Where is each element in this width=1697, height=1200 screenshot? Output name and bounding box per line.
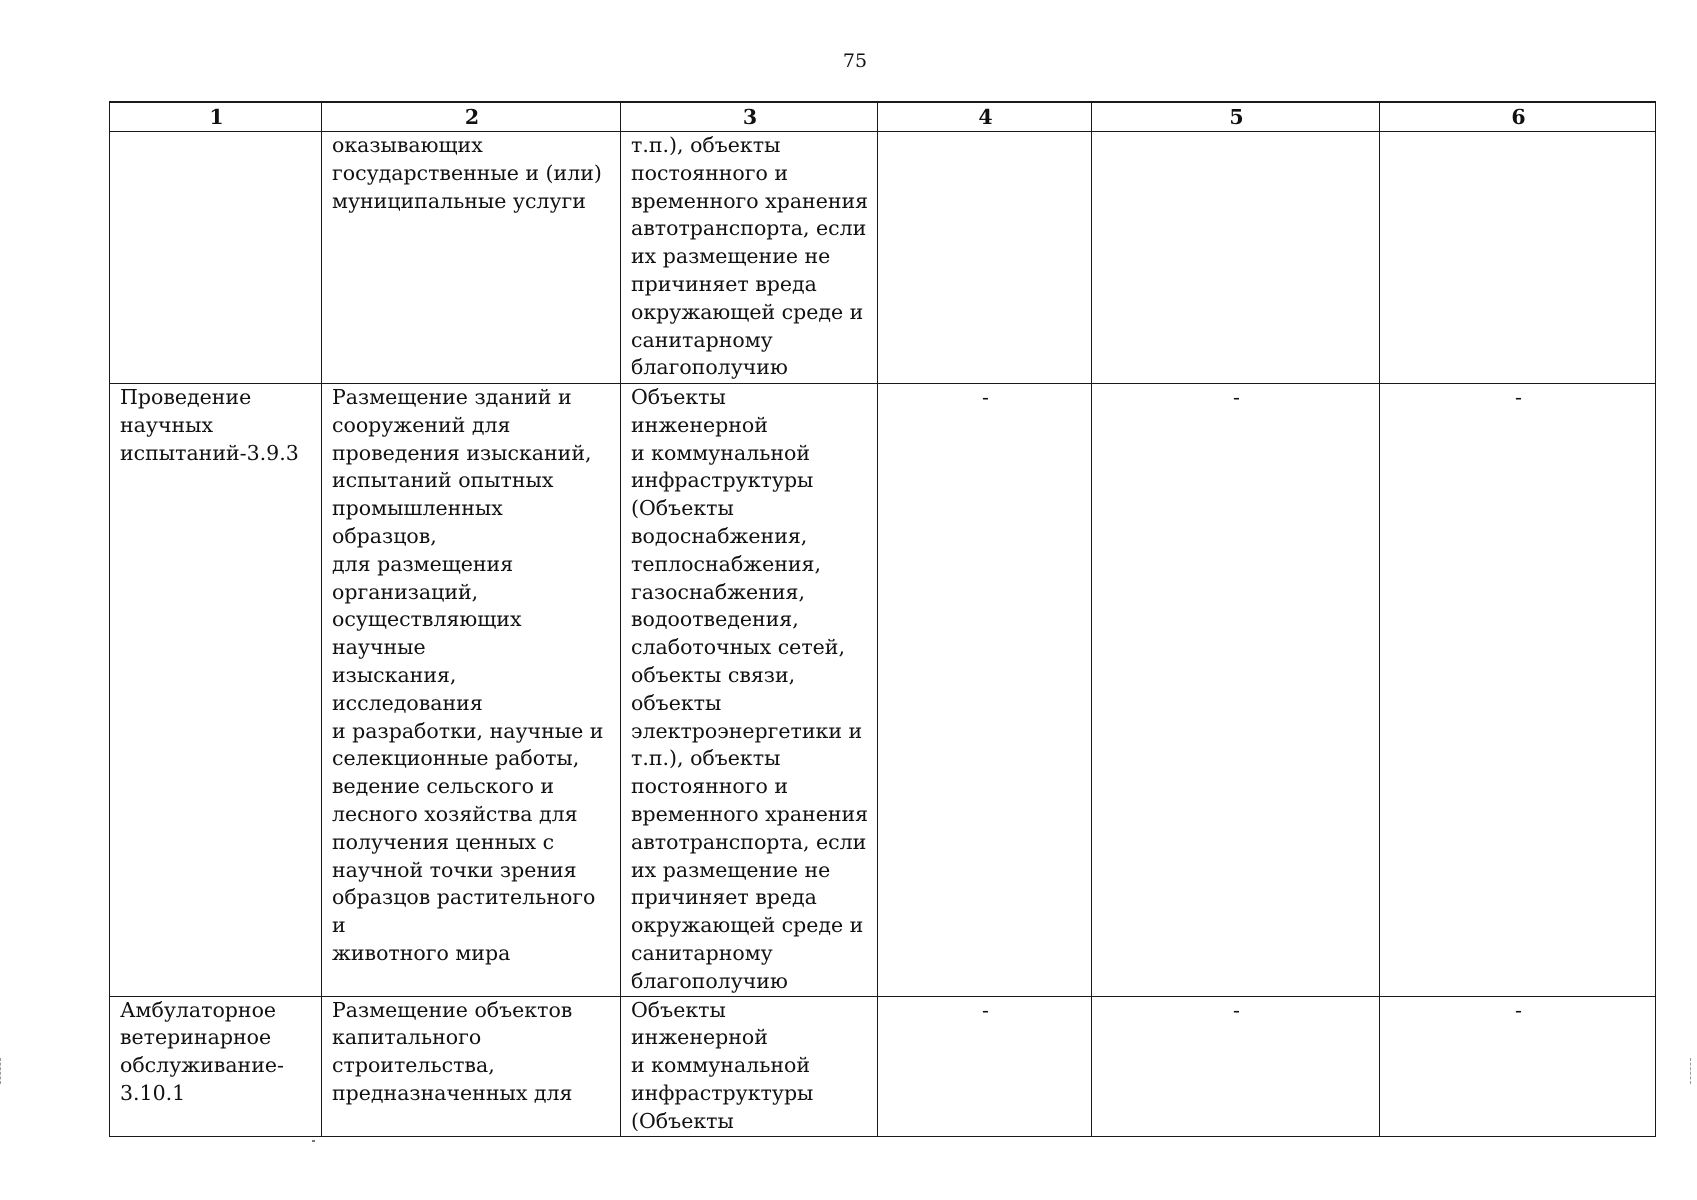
table-cell [322,996,621,1136]
table-cell [110,132,322,384]
table-cell [1380,132,1656,384]
table-cell [878,132,1092,384]
table-cell [322,132,621,384]
table-cell [878,996,1092,1136]
cell-text: - [1233,385,1240,409]
column-header-6: 6 [1380,102,1656,132]
scan-edge-mark [1690,1058,1694,1084]
table-cell [621,132,878,384]
column-header-4: 4 [878,102,1092,132]
column-header-3: 3 [621,102,878,132]
cell-text: Размещение зданий и сооружений для проведения изысканий, испытаний опытных промышленных образцов, для размещения организаций, осуществляющих научные изыскания, исследования и разработки, научные и селекционные работы, ведение сельского и лесного хозяйства для получения ценных с научной точки зрения образцов растительного и животного мира [332,385,604,965]
cell-text: Объекты инженерной и коммунальной инфраструктуры (Объекты водоснабжения, теплоснабжения, газоснабжения, водоотведения, слаботочных сетей, объекты связи, объекты электроэнергетики и т.п.), объекты постоянного и временного хранения автотранспорта, если их размещение не причиняет вреда окружающей среде и санитарному благополучию [631,385,869,993]
table-cell [1380,384,1656,997]
table-cell [322,384,621,997]
table-cell [1092,996,1380,1136]
cell-text: - [982,997,989,1022]
page-number: 75 [842,50,868,72]
table-cell [878,384,1092,997]
table-header-row [110,102,1656,132]
table-row [110,996,1656,1136]
cell-text: Проведение научных испытаний-3.9.3 [120,385,299,465]
cell-text: - [1515,385,1522,409]
column-header-1: 1 [110,102,322,132]
column-header-5: 5 [1092,102,1380,132]
table-cell [1092,384,1380,997]
cell-text: т.п.), объекты постоянного и временного хранения автотранспорта, если их размещение не причиняет вреда окружающей среде и санитарному благополучию [631,133,869,380]
scan-edge-mark [0,1058,4,1084]
table-row [110,384,1656,997]
cell-text: Амбулаторное ветеринарное обслуживание- 3.10.1 [120,997,284,1105]
scan-speck [312,1140,315,1142]
table-cell [621,996,878,1136]
table-cell [1380,996,1656,1136]
column-header-2: 2 [322,102,621,132]
cell-text: - [1515,997,1522,1022]
table-cell [110,996,322,1136]
table-cell [621,384,878,997]
table-row [110,132,1656,384]
table-cell [1092,132,1380,384]
table-cell [110,384,322,997]
cell-text: - [1233,997,1240,1022]
cell-text: Объекты инженерной и коммунальной инфраструктуры (Объекты [631,997,814,1133]
cell-text: - [982,385,989,409]
cell-text: Размещение объектов капитального строительства, предназначенных для [332,997,573,1105]
cell-text: оказывающих государственные и (или) муниципальные услуги [332,133,602,213]
land-use-table [109,101,1656,1137]
